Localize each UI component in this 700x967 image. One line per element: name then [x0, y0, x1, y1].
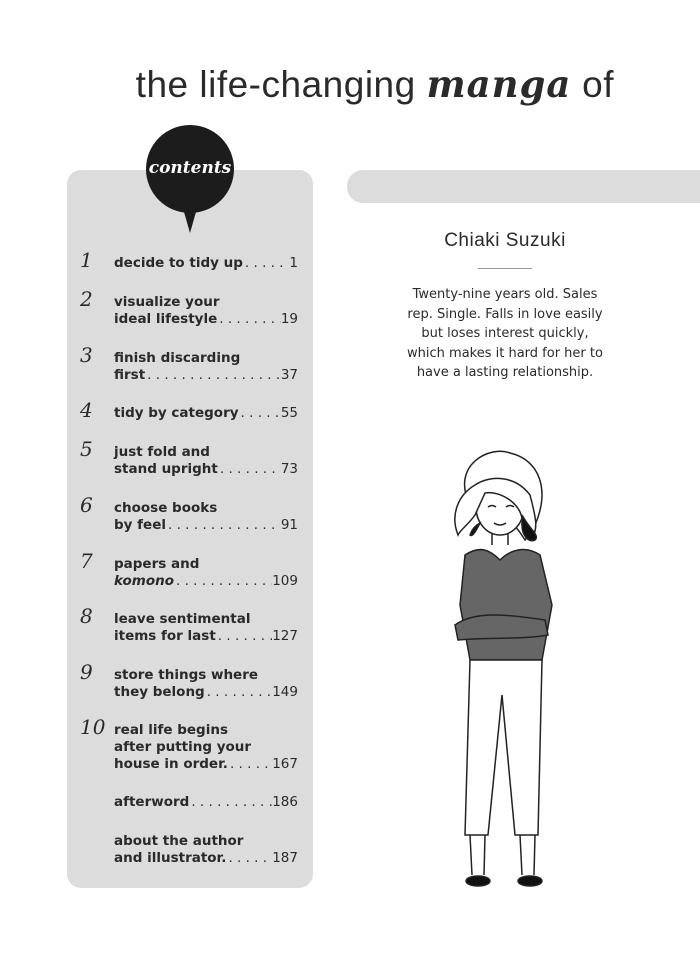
- chapter-title-line: finish discarding: [114, 350, 241, 366]
- chapter-title-line: tidy by category: [114, 405, 239, 421]
- chapter-number: 7: [80, 549, 93, 573]
- description-line: Twenty-nine years old. Sales: [412, 287, 598, 302]
- chapter-title-line: real life begins: [114, 722, 228, 738]
- chapter-number: 2: [80, 287, 93, 311]
- page-number: 91: [280, 517, 298, 533]
- chapter-title-line: house in order.: [114, 756, 228, 772]
- page-number: 149: [272, 684, 298, 700]
- page-title: [136, 62, 614, 106]
- chapter-title-line: after putting your: [114, 739, 252, 755]
- page-number: 55: [280, 405, 298, 421]
- chapter-title-line: decide to tidy up: [114, 255, 243, 271]
- toc-entry[interactable]: [80, 493, 298, 534]
- dot-leader: [145, 367, 281, 384]
- toc-entry[interactable]: [80, 604, 298, 645]
- chapter-number: 1: [80, 248, 93, 272]
- chapter-title-line: first: [114, 367, 146, 383]
- toc-entry[interactable]: [80, 437, 298, 478]
- chapter-number: 8: [80, 604, 93, 628]
- divider: [478, 268, 532, 269]
- description-line: which makes it hard for her to: [407, 345, 603, 361]
- chapter-title-line: about the author: [114, 833, 244, 849]
- page-number: 127: [272, 628, 298, 644]
- chapter-title-line: ideal lifestyle: [114, 311, 218, 327]
- toc-entry[interactable]: [80, 343, 298, 384]
- dot-leader: [217, 311, 281, 328]
- description-line: rep. Single. Falls in love easily: [407, 306, 603, 322]
- character-illustration: [430, 445, 580, 895]
- description-line: have a lasting relationship.: [416, 365, 594, 380]
- chapter-title-line: items for last: [114, 628, 216, 644]
- chapter-title-line: they belong: [114, 684, 205, 700]
- dot-leader: [226, 850, 272, 867]
- dot-leader: [189, 794, 272, 811]
- page-number: 19: [280, 311, 298, 327]
- chapter-title-line: by feel: [114, 517, 166, 533]
- header-bar: [347, 170, 700, 203]
- title-suffix: of: [571, 64, 614, 105]
- chapter-title-line: afterword: [114, 794, 190, 810]
- chapter-number: 5: [80, 437, 93, 461]
- chapter-title-line: visualize your: [114, 294, 220, 310]
- dot-leader: [166, 517, 281, 534]
- character-description: [385, 285, 625, 383]
- dot-leader: [239, 405, 281, 422]
- toc-entry[interactable]: [80, 398, 298, 422]
- dot-leader: [243, 255, 289, 272]
- chapter-title-line: leave sentimental: [114, 611, 251, 627]
- dot-leader: [228, 756, 272, 773]
- dot-leader: [174, 573, 272, 590]
- title-prefix: the life-changing: [135, 64, 427, 105]
- chapter-title-line: stand upright: [114, 461, 218, 477]
- page-number: 109: [272, 573, 298, 589]
- chapter-number: 6: [80, 493, 93, 517]
- chapter-title-line: and illustrator.: [114, 850, 227, 866]
- page-number: 1: [289, 255, 298, 271]
- chapter-number: 4: [80, 398, 93, 422]
- page-number: 37: [280, 367, 298, 383]
- contents-label: contents: [148, 158, 232, 178]
- dot-leader: [218, 461, 281, 478]
- page-number: 186: [272, 794, 298, 810]
- chapter-number: 10: [80, 715, 106, 739]
- chapter-number: 9: [80, 660, 93, 684]
- title-emphasis: manga: [426, 62, 572, 106]
- toc-entry[interactable]: [80, 833, 298, 867]
- chapter-title-line: just fold and: [114, 444, 210, 460]
- page-number: 167: [272, 756, 298, 772]
- toc-entry[interactable]: [80, 715, 298, 773]
- toc-entry[interactable]: [80, 287, 298, 328]
- toc-entry[interactable]: [80, 794, 298, 811]
- dot-leader: [216, 628, 272, 645]
- toc-entry[interactable]: [80, 549, 298, 590]
- character-name: Chiaki Suzuki: [444, 230, 566, 251]
- dot-leader: [205, 684, 273, 701]
- page-number: 187: [272, 850, 298, 866]
- toc-entry[interactable]: [80, 248, 298, 272]
- page-number: 73: [280, 461, 298, 477]
- chapter-title-line: papers and: [114, 556, 200, 572]
- bubble-tail: [182, 205, 198, 233]
- toc-entry[interactable]: [80, 660, 298, 701]
- chapter-title-line: komono: [114, 573, 174, 589]
- chapter-number: 3: [80, 343, 93, 367]
- chapter-title-line: choose books: [114, 500, 218, 516]
- chapter-title-line: store things where: [114, 667, 259, 683]
- description-line: but loses interest quickly,: [421, 326, 589, 341]
